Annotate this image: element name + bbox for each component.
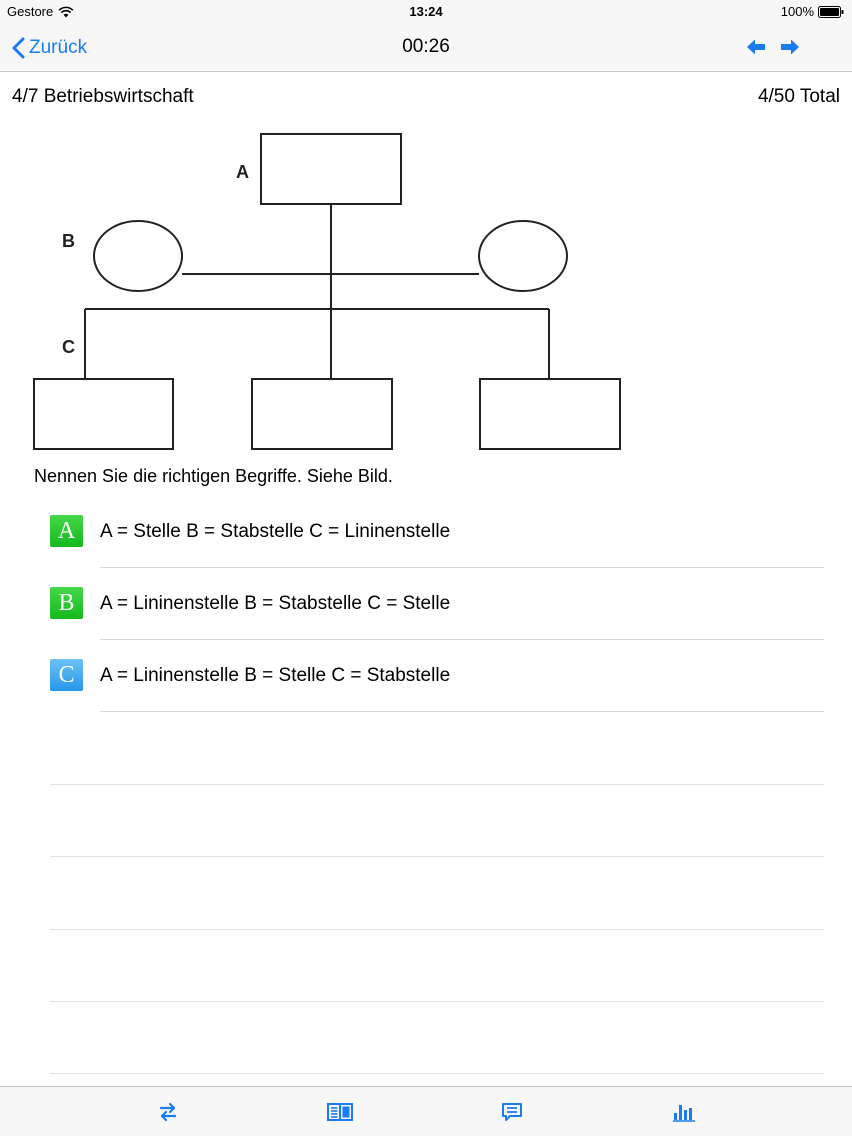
answer-option-b[interactable] <box>0 568 852 640</box>
navigation-bar <box>0 24 852 72</box>
stats-icon[interactable] <box>672 1100 696 1124</box>
empty-row-separator <box>50 1073 824 1074</box>
empty-row-separator <box>50 784 824 785</box>
comment-icon[interactable] <box>500 1100 524 1124</box>
answer-text-a: A = Stelle B = Stabstelle C = Lininenstelle <box>100 521 451 542</box>
box-c-middle <box>252 379 392 449</box>
answer-option-a[interactable] <box>0 496 852 568</box>
diagram-label-b: B <box>62 231 75 251</box>
box-c-right <box>480 379 620 449</box>
battery-icon <box>818 6 844 18</box>
battery-percent: 100% <box>780 4 814 19</box>
box-a <box>261 134 401 204</box>
answer-text-b: A = Lininenstelle B = Stabstelle C = Stelle <box>100 593 451 614</box>
diagram-label-a: A <box>236 162 249 182</box>
category-progress: 4/7 Betriebswirtschaft <box>12 86 194 107</box>
swap-icon[interactable] <box>156 1100 180 1124</box>
box-c-left <box>34 379 173 449</box>
ellipse-left <box>94 221 182 291</box>
timer-display: 00:26 <box>402 36 450 57</box>
status-right <box>781 4 844 19</box>
total-progress: 4/50 Total <box>757 86 840 107</box>
tab-bar <box>0 1086 852 1136</box>
back-button-label: Zurück <box>29 37 88 58</box>
status-time: 13:24 <box>409 4 443 19</box>
diagram-label-c: C <box>62 337 75 357</box>
arrow-right-icon[interactable] <box>780 38 800 56</box>
carrier-label: Gestore <box>7 4 54 19</box>
arrow-left-icon[interactable] <box>746 38 766 56</box>
answer-list <box>0 496 852 712</box>
empty-row-separator <box>50 929 824 930</box>
answer-separator <box>100 711 824 712</box>
answer-text-c: A = Lininenstelle B = Stelle C = Stabstelle <box>100 665 451 686</box>
empty-row-separator <box>50 1001 824 1002</box>
question-navigation <box>746 38 800 56</box>
ellipse-right <box>479 221 567 291</box>
question-text: Nennen Sie die richtigen Begriffe. Siehe Bild. <box>34 466 393 486</box>
empty-row-separator <box>50 856 824 857</box>
status-bar <box>0 0 852 24</box>
book-icon[interactable] <box>327 1100 353 1124</box>
answer-badge-c: C <box>50 659 83 691</box>
organization-diagram <box>28 128 628 458</box>
answer-option-c[interactable] <box>0 640 852 712</box>
answer-badge-a: A <box>50 515 83 547</box>
answer-badge-b: B <box>50 587 83 619</box>
